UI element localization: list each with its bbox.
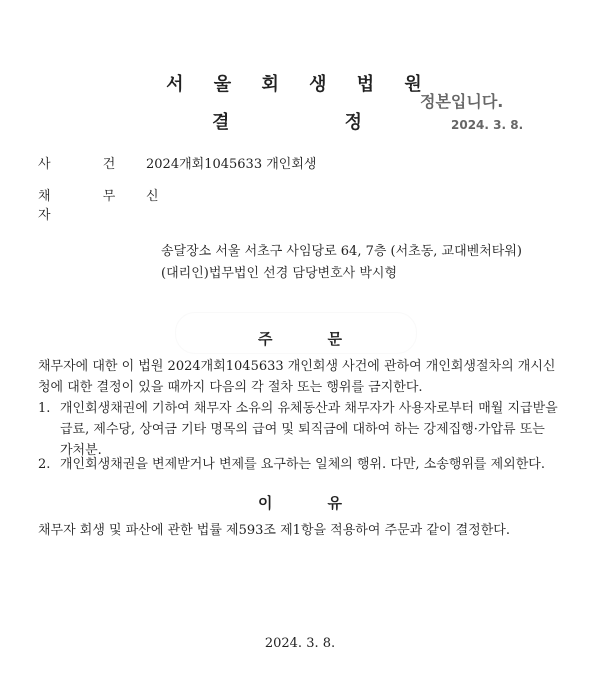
order-item <box>38 398 560 461</box>
decision-date: 2024. 3. 8. <box>264 636 336 651</box>
order-item-text: 개인회생채권을 변제받거나 변제를 요구하는 일체의 행위. 다만, 소송행위를 제외한다. <box>60 457 545 472</box>
reason-heading <box>258 492 342 513</box>
service-address: 송달장소 서울 서초구 사임당로 64, 7층 (서초동, 교대벤처타워) <box>161 244 522 259</box>
order-item <box>38 454 560 475</box>
order-heading <box>258 328 342 349</box>
case-row <box>38 153 316 172</box>
reason-heading-char-2: 유 <box>327 494 342 512</box>
doc-type-char-1: 결 <box>212 112 230 133</box>
copy-stamp: 정본입니다. <box>420 92 504 111</box>
debtor-value: 신 <box>146 189 159 204</box>
document-type <box>212 108 362 134</box>
attorney-line: (대리인)법무법인 선경 담당변호사 박시형 <box>161 266 398 281</box>
order-item-number: 2. <box>38 457 51 472</box>
reason-heading-char-1: 이 <box>258 494 273 512</box>
court-name: 서 울 회 생 법 원 <box>166 74 434 95</box>
order-heading-char-1: 주 <box>258 330 273 348</box>
debtor-row <box>38 185 159 223</box>
order-item-number: 1. <box>38 401 51 416</box>
case-value: 2024개회1045633 개인회생 <box>146 157 317 172</box>
stamp-date: 2024. 3. 8. <box>451 118 524 132</box>
order-intro: 채무자에 대한 이 법원 2024개회1045633 개인회생 사건에 관하여 개인회생절차의 개시신청에 대한 결정이 있을 때까지 다음의 각 절차 또는 행위를 금지한다. <box>38 359 556 395</box>
reason-text: 채무자 회생 및 파산에 관한 법률 제593조 제1항을 적용하여 주문과 같이 결정한다. <box>38 523 510 538</box>
order-item-text: 개인회생채권에 기하여 채무자 소유의 유체동산과 채무자가 사용자로부터 매월 지급받을 급료, 제수당, 상여금 기타 명목의 급여 및 퇴직금에 대하여 하는 강제집행·가압류 또는 가처분. <box>60 401 558 458</box>
order-heading-char-2: 문 <box>327 330 342 348</box>
doc-type-char-2: 정 <box>344 112 362 133</box>
case-label: 사 건 <box>38 157 140 172</box>
debtor-label: 채 무 자 <box>38 189 140 223</box>
